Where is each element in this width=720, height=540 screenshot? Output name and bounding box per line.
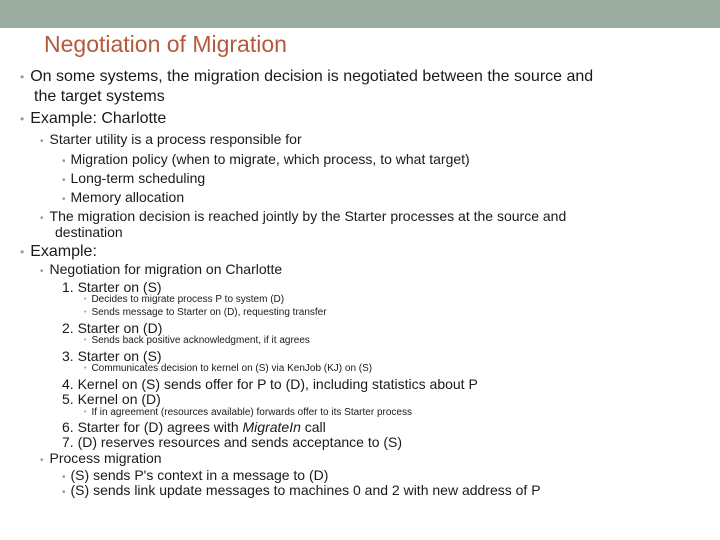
- bullet-icon: •: [62, 175, 66, 186]
- step-detail: • Sends message to Starter on (D), requesting transfer: [84, 307, 327, 318]
- bullet-icon: •: [20, 245, 25, 259]
- bullet-l2-cont: destination: [55, 224, 123, 240]
- step-item: 5. Kernel on (D): [62, 391, 161, 407]
- step-item: 6. Starter for (D) agrees with MigrateIn call: [62, 419, 326, 435]
- step-detail: • If in agreement (resources available) forwards offer to its Starter process: [84, 407, 412, 418]
- bullet-l3: • Long-term scheduling: [62, 170, 206, 186]
- bullet-l3: • (S) sends link update messages to machines 0 and 2 with new address of P: [62, 482, 541, 498]
- step-detail: • Sends back positive acknowledgment, if it agrees: [84, 335, 310, 346]
- bullet-l2: • Starter utility is a process responsible for: [40, 131, 302, 147]
- bullet-icon: •: [84, 337, 87, 344]
- bullet-icon: •: [62, 194, 66, 205]
- step-item: 1. Starter on (S): [62, 279, 162, 295]
- bullet-icon: •: [40, 266, 44, 277]
- bullet-icon: •: [62, 472, 66, 483]
- step-item: 4. Kernel on (S) sends offer for P to (D), including statistics about P: [62, 376, 478, 392]
- bullet-icon: •: [84, 296, 87, 303]
- step-item: 7. (D) reserves resources and sends acceptance to (S): [62, 434, 403, 450]
- bullet-icon: •: [20, 70, 25, 84]
- step-detail: • Decides to migrate process P to system (D): [84, 294, 285, 305]
- step-item: 2. Starter on (D): [62, 320, 163, 336]
- bullet-l3: • (S) sends P's context in a message to (D): [62, 467, 329, 483]
- bullet-icon: •: [40, 455, 44, 466]
- bullet-icon: •: [40, 136, 44, 147]
- bullet-icon: •: [62, 156, 66, 167]
- bullet-l2: • Negotiation for migration on Charlotte: [40, 261, 283, 277]
- step-item: 3. Starter on (S): [62, 348, 162, 364]
- bullet-l3: • Migration policy (when to migrate, which process, to what target): [62, 151, 470, 167]
- bullet-icon: •: [62, 487, 66, 498]
- bullet-l1: • Example: Charlotte: [20, 110, 167, 127]
- bullet-icon: •: [40, 213, 44, 224]
- slide-title: Negotiation of Migration: [44, 31, 287, 57]
- bullet-icon: •: [20, 112, 25, 126]
- bullet-l2: • The migration decision is reached jointly by the Starter processes at the source and: [40, 208, 567, 224]
- bullet-icon: •: [84, 365, 87, 372]
- header-bar: [0, 0, 720, 28]
- step-detail: • Communicates decision to kernel on (S) via KenJob (KJ) on (S): [84, 363, 373, 374]
- bullet-l1-cont: the target systems: [34, 88, 165, 105]
- bullet-l3: • Memory allocation: [62, 189, 185, 205]
- bullet-l1: • On some systems, the migration decision is negotiated between the source and: [20, 68, 594, 85]
- bullet-icon: •: [84, 409, 87, 416]
- bullet-icon: •: [84, 309, 87, 316]
- bullet-l1: • Example:: [20, 243, 97, 260]
- bullet-l2: • Process migration: [40, 450, 162, 466]
